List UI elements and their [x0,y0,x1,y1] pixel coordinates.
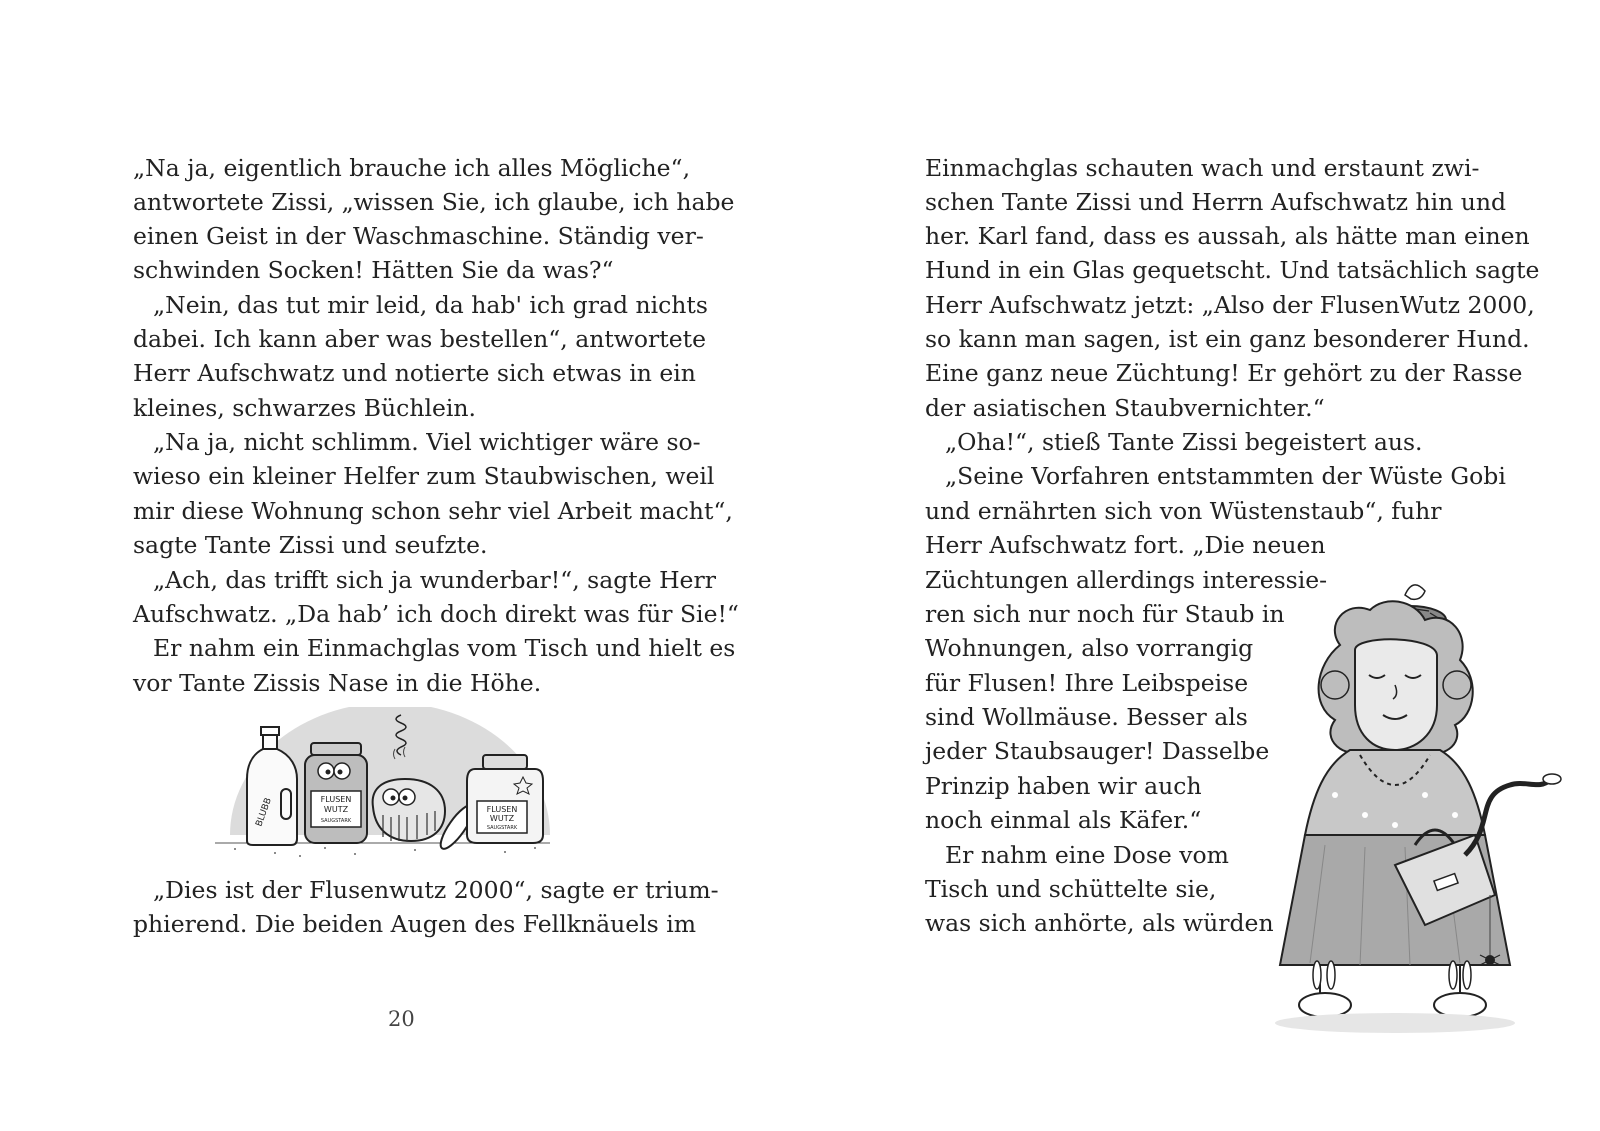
jar-label-line: WUTZ [323,805,349,814]
text-line: phierend. Die beiden Augen des Fellknäuels im [133,910,696,938]
text-line: Herr Aufschwatz und notierte sich etwas in ein [133,359,696,387]
text-line: mir diese Wohnung schon sehr viel Arbeit macht“, [133,497,733,525]
text-line: was sich anhörte, als würden [925,909,1274,937]
jar-icon-2 [467,755,543,843]
text-line: Tisch und schüttelte sie, [925,875,1217,903]
bottle-label: BLUBB [254,796,274,829]
text-line: und ernährten sich von Wüstenstaub“, fuhr [925,497,1442,525]
text-line: Prinzip haben wir auch [925,772,1202,800]
text-line: „Nein, das tut mir leid, da hab' ich grad nichts [153,291,708,319]
text-line: so kann man sagen, ist ein ganz besonderer Hund. [925,325,1530,353]
text-line: „Seine Vorfahren entstammten der Wüste Gobi [945,462,1506,490]
text-line: Züchtungen allerdings interessie- [925,566,1328,594]
text-line: schwinden Socken! Hätten Sie da was?“ [133,256,614,284]
aunt-zissi-illustration [1265,565,1575,1045]
text-line: kleines, schwarzes Büchlein. [133,394,476,422]
text-line: wieso ein kleiner Helfer zum Staubwischen, weil [133,462,715,490]
text-line: „Dies ist der Flusenwutz 2000“, sagte er trium- [153,876,719,904]
face-icon [1355,639,1437,750]
text-line: Herr Aufschwatz fort. „Die neuen [925,531,1326,559]
text-line: „Na ja, eigentlich brauche ich alles Mögliche“, [133,154,691,182]
jar-label-line: WUTZ [489,814,515,823]
text-line: Herr Aufschwatz jetzt: „Also der FlusenWutz 2000, [925,291,1535,319]
page-number: 20 [388,1007,415,1031]
text-line: einen Geist in der Waschmaschine. Ständig ver- [133,222,704,250]
text-line: antwortete Zissi, „wissen Sie, ich glaube, ich habe [133,188,735,216]
text-line: Er nahm ein Einmachglas vom Tisch und hielt es [153,634,736,662]
text-line: Hund in ein Glas gequetscht. Und tatsächlich sagte [925,256,1540,284]
text-line: her. Karl fand, dass es aussah, als hätte man einen [925,222,1530,250]
text-line: Wohnungen, also vorrangig [925,634,1254,662]
text-line: jeder Staubsauger! Dasselbe [925,737,1270,765]
text-line: Einmachglas schauten wach und erstaunt zwi- [925,154,1480,182]
text-line: schen Tante Zissi und Herrn Aufschwatz hin und [925,188,1507,216]
jar-label-line: FLUSEN [320,795,352,804]
text-line: Aufschwatz. „Da hab’ ich doch direkt was für Sie!“ [133,600,739,628]
slippers-icon [1275,961,1515,1033]
text-line: noch einmal als Käfer.“ [925,806,1202,834]
text-line: dabei. Ich kann aber was bestellen“, antwortete [133,325,706,353]
text-line: „Ach, das trifft sich ja wunderbar!“, sagte Herr [153,566,716,594]
jar-label-line: SAUGSTARK [320,818,352,824]
text-line: „Na ja, nicht schlimm. Viel wichtiger wäre so- [153,428,701,456]
text-line: sagte Tante Zissi und seufzte. [133,531,488,559]
text-line: vor Tante Zissis Nase in die Höhe. [133,669,542,697]
text-line: Eine ganz neue Züchtung! Er gehört zu der Rasse [925,359,1523,387]
jars-illustration [205,707,560,865]
jar-label-line: SAUGSTARK [486,825,518,831]
text-line: sind Wollmäuse. Besser als [925,703,1248,731]
jar-icon [305,743,367,843]
text-line: „Oha!“, stieß Tante Zissi begeistert aus. [945,428,1423,456]
text-line: ren sich nur noch für Staub in [925,600,1285,628]
text-line: der asiatischen Staubvernichter.“ [925,394,1325,422]
right-page [800,0,1600,1131]
text-line: für Flusen! Ihre Leibspeise [925,669,1249,697]
text-line: Er nahm eine Dose vom [945,841,1229,869]
jar-label-line: FLUSEN [486,805,518,814]
